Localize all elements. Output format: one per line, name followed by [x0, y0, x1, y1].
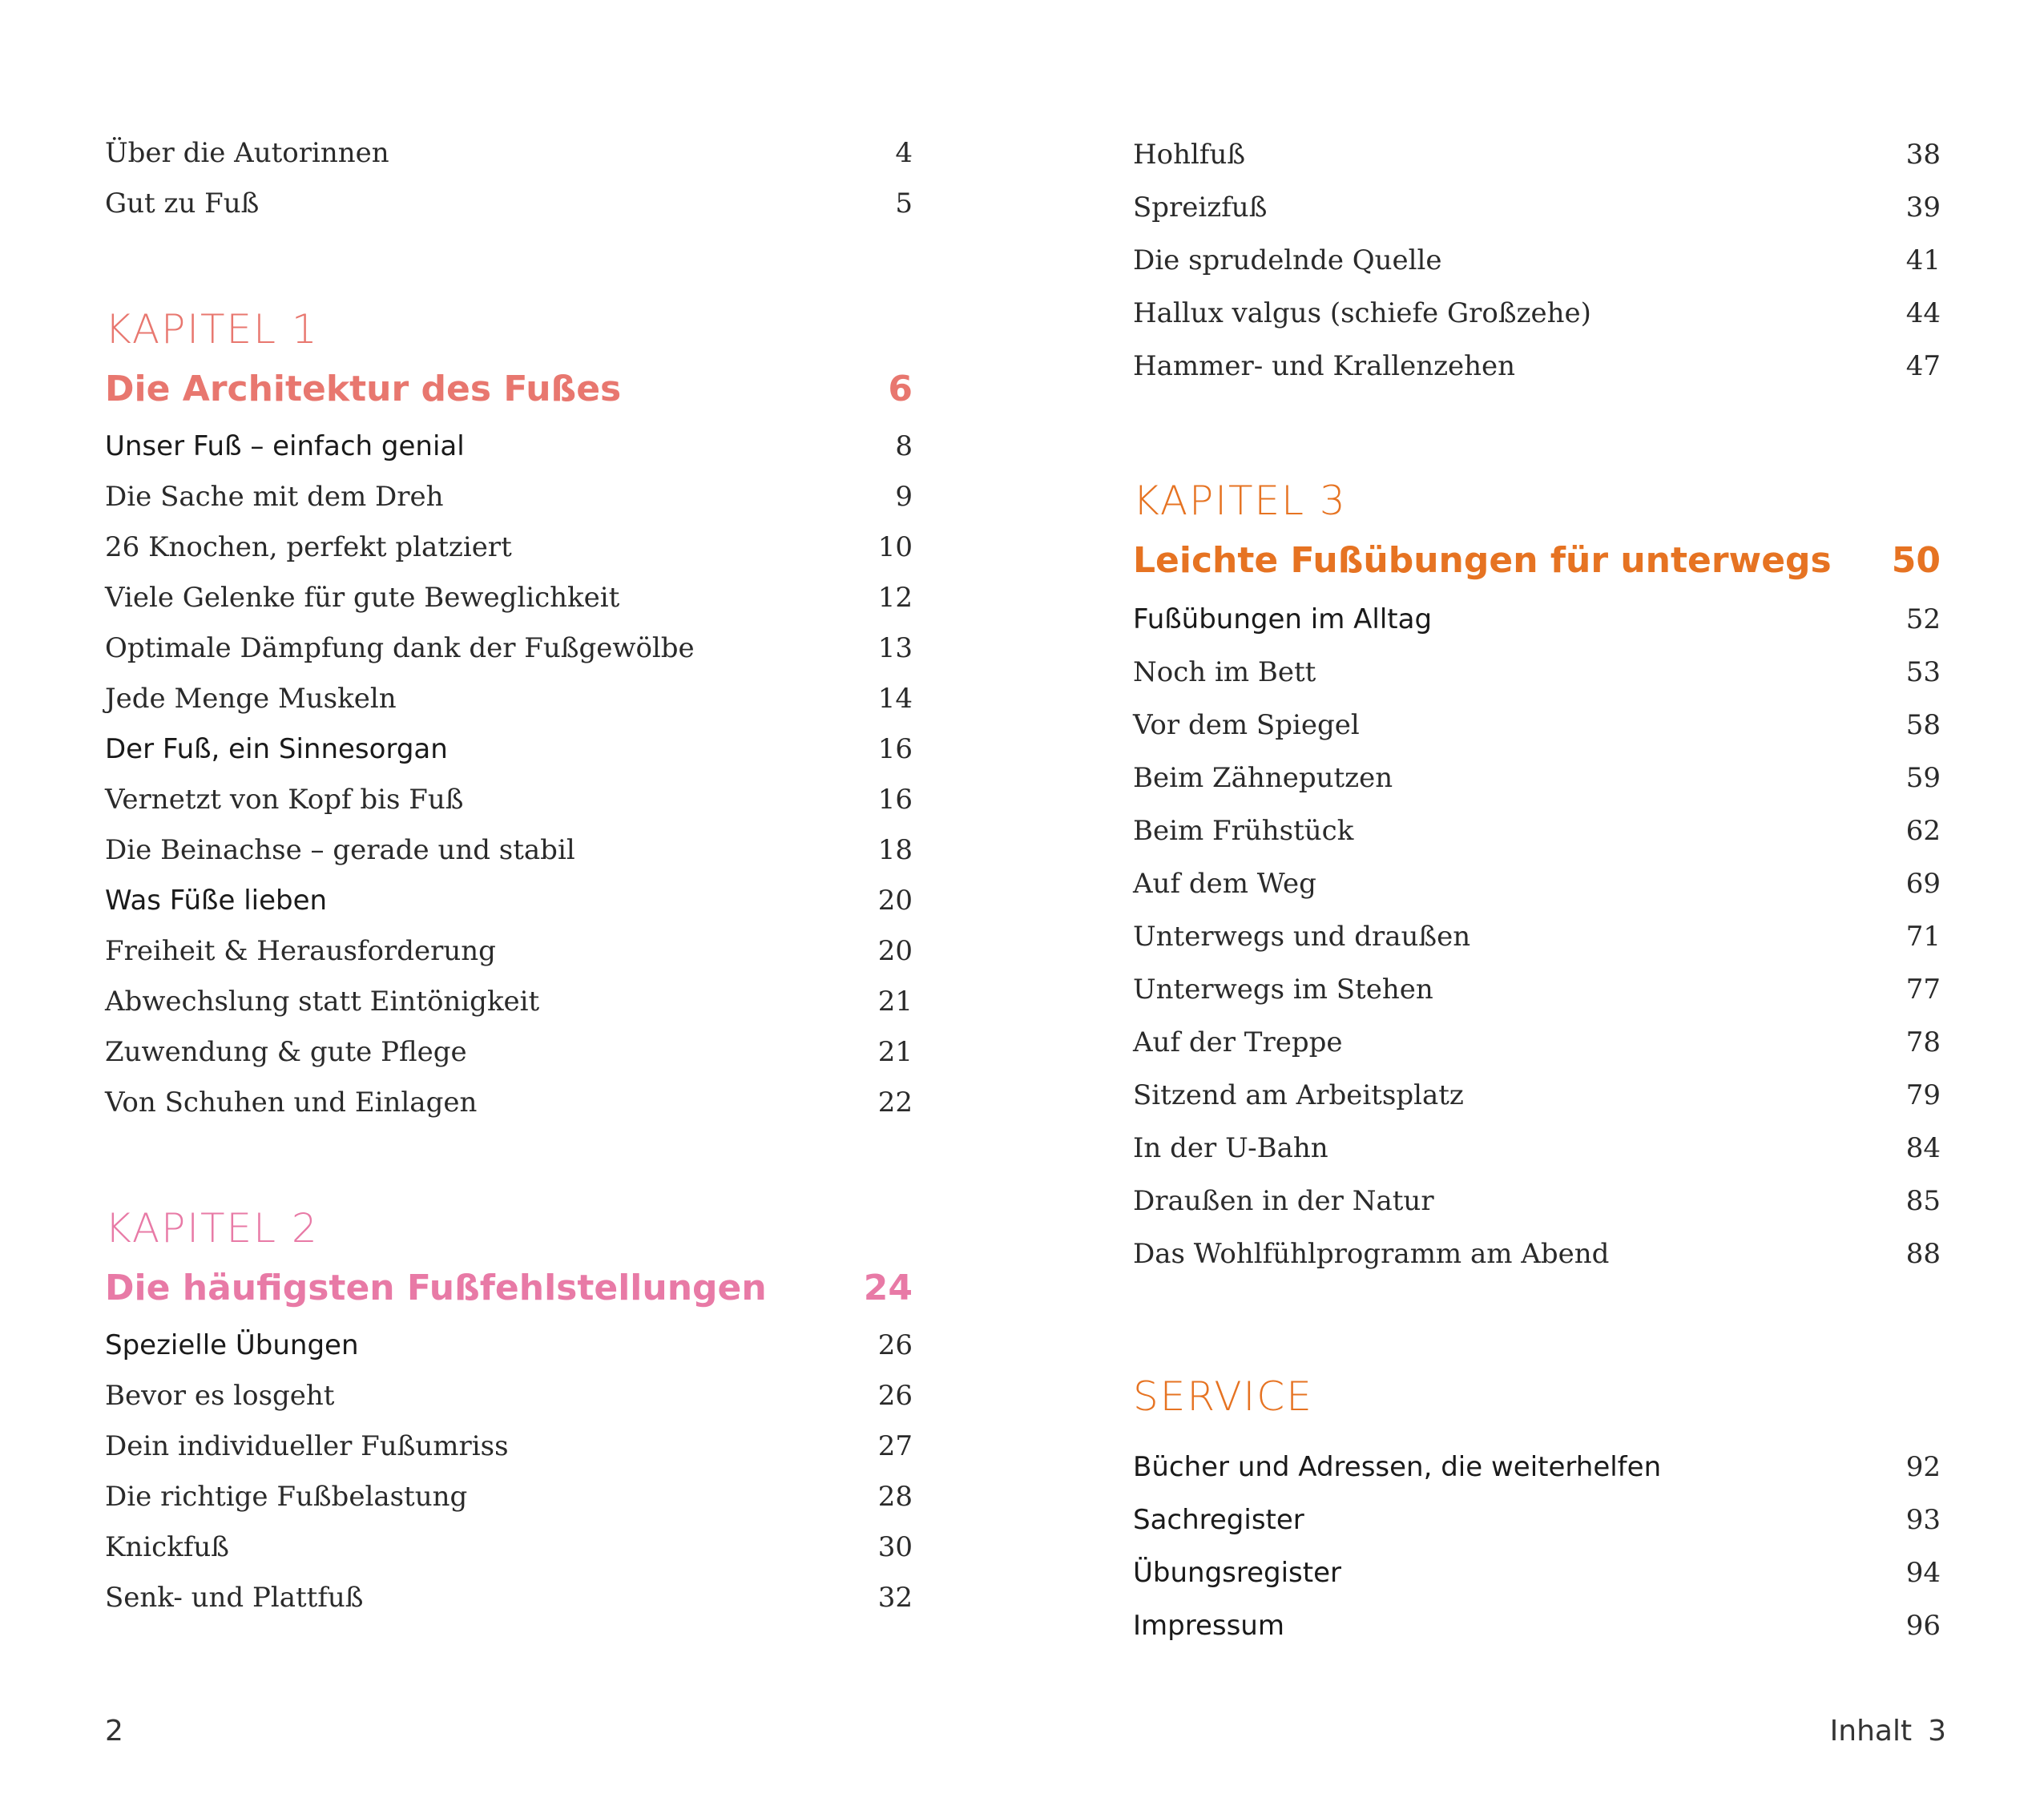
toc-entry[interactable]: [1133, 857, 1941, 910]
toc-entry[interactable]: [105, 472, 913, 522]
toc-entry[interactable]: [1133, 287, 1941, 340]
toc-entry-page: 39: [1905, 191, 1941, 224]
toc-entry-title: Sitzend am Arbeitsplatz: [1133, 1079, 1464, 1111]
kapitel-3-label: KAPITEL 3: [1133, 478, 1347, 524]
toc-entry-title: 26 Knochen, perfekt platziert: [105, 531, 512, 563]
toc-entry[interactable]: [1133, 340, 1941, 393]
toc-entry-page: 41: [1905, 244, 1941, 276]
toc-entry-title: Beim Frühstück: [1133, 815, 1354, 847]
toc-entry-page: 5: [895, 187, 913, 220]
toc-entry-page: 28: [877, 1481, 913, 1513]
toc-entry-title: Vor dem Spiegel: [1133, 709, 1360, 741]
toc-entry[interactable]: [105, 876, 913, 926]
toc-entry-title: Bücher und Adressen, die weiterhelfen: [1133, 1451, 1662, 1483]
toc-entry-title: Der Fuß, ein Sinnesorgan: [105, 733, 448, 765]
toc-entry-title: Hohlfuß: [1133, 139, 1246, 171]
toc-entry-page: 69: [1905, 868, 1941, 900]
kapitel-1-title-row[interactable]: [105, 357, 913, 421]
left-column: [105, 128, 913, 1623]
toc-entry-title: Optimale Dämpfung dank der Fußgewölbe: [105, 632, 695, 664]
toc-entry-page: 85: [1905, 1185, 1941, 1217]
toc-entry-page: 9: [895, 481, 913, 513]
toc-entry-title: Unser Fuß – einfach genial: [105, 430, 465, 462]
toc-entry[interactable]: [1133, 1546, 1941, 1599]
toc-entry[interactable]: [1133, 181, 1941, 234]
toc-entry-title: Viele Gelenke für gute Beweglichkeit: [105, 582, 620, 614]
toc-entry-title: Unterwegs im Stehen: [1133, 974, 1433, 1006]
toc-entry[interactable]: [105, 1371, 913, 1421]
toc-entry[interactable]: [1133, 804, 1941, 857]
toc-entry[interactable]: [105, 1078, 913, 1128]
toc-entry[interactable]: [1133, 1228, 1941, 1280]
kapitel-1-label: KAPITEL 1: [105, 306, 319, 353]
toc-entry-title: Spreizfuß: [1133, 191, 1268, 224]
toc-entry[interactable]: [105, 179, 913, 229]
toc-entry-page: 21: [877, 1036, 913, 1068]
toc-entry[interactable]: [1133, 1069, 1941, 1122]
toc-entry[interactable]: [105, 573, 913, 623]
toc-entry-title: Die Beinachse – gerade und stabil: [105, 834, 575, 866]
footer-section-label: Inhalt: [1829, 1715, 1913, 1748]
toc-entry-title: Über die Autorinnen: [105, 137, 389, 169]
toc-entry-page: 88: [1905, 1238, 1941, 1270]
kapitel-2-title-row[interactable]: [105, 1256, 913, 1320]
toc-entry[interactable]: [1133, 963, 1941, 1016]
toc-entry[interactable]: [105, 1320, 913, 1371]
toc-entry-title: Von Schuhen und Einlagen: [105, 1086, 478, 1119]
toc-entry-page: 13: [877, 632, 913, 664]
toc-entry-page: 16: [877, 733, 913, 765]
toc-entry[interactable]: [105, 724, 913, 775]
toc-entry[interactable]: [1133, 910, 1941, 963]
toc-entry[interactable]: [105, 977, 913, 1027]
toc-entry-title: Auf der Treppe: [1133, 1026, 1343, 1058]
toc-entry-page: 16: [877, 784, 913, 816]
toc-entry[interactable]: [1133, 646, 1941, 699]
toc-entry[interactable]: [105, 1027, 913, 1078]
toc-entry-title: Hammer- und Krallenzehen: [1133, 350, 1516, 382]
toc-entry-title: Bevor es losgeht: [105, 1380, 335, 1412]
toc-entry-page: 77: [1905, 974, 1941, 1006]
footer-left-page-number: 2: [105, 1715, 123, 1748]
toc-entry[interactable]: [1133, 128, 1941, 181]
toc-entry-page: 78: [1905, 1026, 1941, 1058]
footer-right-page-number: 3: [1928, 1715, 1946, 1748]
toc-entry-title: Zuwendung & gute Pflege: [105, 1036, 467, 1068]
kapitel-1-entries: [105, 421, 913, 1128]
toc-entry[interactable]: [105, 1472, 913, 1522]
toc-entry-title: Draußen in der Natur: [1133, 1185, 1434, 1217]
toc-entry-title: Sachregister: [1133, 1504, 1304, 1536]
toc-entry[interactable]: [1133, 1122, 1941, 1175]
toc-entry[interactable]: [105, 674, 913, 724]
toc-entry[interactable]: [105, 825, 913, 876]
intro-list: [105, 128, 913, 229]
kapitel-3-page: 50: [1891, 540, 1941, 581]
toc-entry-page: 59: [1905, 762, 1941, 794]
toc-entry[interactable]: [105, 623, 913, 674]
kapitel-2-title: Die häufigsten Fußfehlstellungen: [105, 1268, 767, 1308]
toc-entry-title: Jede Menge Muskeln: [105, 683, 397, 715]
toc-entry-page: 94: [1905, 1557, 1941, 1589]
toc-entry[interactable]: [105, 522, 913, 573]
toc-entry-title: Beim Zähneputzen: [1133, 762, 1393, 794]
toc-entry-title: Fußübungen im Alltag: [1133, 603, 1433, 635]
toc-entry-title: Was Füße lieben: [105, 885, 328, 917]
toc-entry[interactable]: [1133, 593, 1941, 646]
toc-entry-page: 52: [1905, 603, 1941, 635]
toc-entry[interactable]: [105, 1522, 913, 1573]
toc-entry-title: In der U-Bahn: [1133, 1132, 1328, 1164]
toc-entry[interactable]: [105, 128, 913, 179]
toc-entry-page: 79: [1905, 1079, 1941, 1111]
toc-entry-title: Noch im Bett: [1133, 656, 1316, 688]
toc-entry-title: Das Wohlfühlprogramm am Abend: [1133, 1238, 1610, 1270]
kapitel-1-title: Die Architektur des Fußes: [105, 369, 622, 409]
toc-entry-page: 20: [877, 935, 913, 967]
toc-entry-page: 71: [1905, 921, 1941, 953]
toc-entry-title: Abwechslung statt Eintönigkeit: [105, 986, 540, 1018]
toc-entry-page: 26: [877, 1380, 913, 1412]
toc-entry-page: 8: [895, 430, 913, 462]
toc-entry-page: 27: [877, 1430, 913, 1462]
toc-entry-title: Freiheit & Herausforderung: [105, 935, 496, 967]
toc-entry-page: 21: [877, 986, 913, 1018]
toc-entry-title: Die Sache mit dem Dreh: [105, 481, 444, 513]
toc-entry-page: 10: [877, 531, 913, 563]
toc-entry-page: 12: [877, 582, 913, 614]
toc-entry-page: 58: [1905, 709, 1941, 741]
toc-entry[interactable]: [105, 421, 913, 472]
kapitel-3-entries: [1133, 593, 1941, 1280]
toc-entry-title: Die sprudelnde Quelle: [1133, 244, 1442, 276]
kapitel-2-entries: [105, 1320, 913, 1623]
toc-entry-title: Unterwegs und draußen: [1133, 921, 1471, 953]
toc-entry-page: 26: [877, 1329, 913, 1361]
toc-entry-title: Impressum: [1133, 1610, 1284, 1642]
service-entries: [1133, 1441, 1941, 1652]
toc-entry-page: 96: [1905, 1610, 1941, 1642]
toc-entry-title: Gut zu Fuß: [105, 187, 260, 220]
toc-entry[interactable]: [105, 1421, 913, 1472]
toc-entry-title: Vernetzt von Kopf bis Fuß: [105, 784, 464, 816]
toc-entry-page: 93: [1905, 1504, 1941, 1536]
toc-entry-title: Übungsregister: [1133, 1557, 1341, 1589]
toc-entry[interactable]: [1133, 752, 1941, 804]
toc-entry-title: Dein individueller Fußumriss: [105, 1430, 509, 1462]
kapitel-1-page: 6: [888, 369, 913, 409]
toc-entry[interactable]: [105, 926, 913, 977]
service-label: SERVICE: [1133, 1373, 1313, 1420]
toc-entry-page: 62: [1905, 815, 1941, 847]
right-column: [1133, 128, 1941, 1652]
toc-entry-page: 18: [877, 834, 913, 866]
toc-entry-page: 14: [877, 683, 913, 715]
toc-entry-title: Spezielle Übungen: [105, 1329, 359, 1361]
toc-entry[interactable]: [1133, 699, 1941, 752]
kapitel-3-title: Leichte Fußübungen für unterwegs: [1133, 540, 1832, 581]
toc-entry-page: 53: [1905, 656, 1941, 688]
toc-entry-page: 30: [877, 1531, 913, 1563]
toc-entry-page: 44: [1905, 297, 1941, 329]
toc-entry-title: Hallux valgus (schiefe Großzehe): [1133, 297, 1591, 329]
toc-entry[interactable]: [1133, 1016, 1941, 1069]
kapitel-2-continued-entries: [1133, 128, 1941, 393]
toc-entry[interactable]: [105, 775, 913, 825]
toc-entry-title: Knickfuß: [105, 1531, 230, 1563]
toc-entry-page: 92: [1905, 1451, 1941, 1483]
toc-entry[interactable]: [105, 1573, 913, 1623]
toc-entry[interactable]: [1133, 1494, 1941, 1546]
toc-entry[interactable]: [1133, 1175, 1941, 1228]
toc-entry[interactable]: [1133, 234, 1941, 287]
toc-entry-page: 38: [1905, 139, 1941, 171]
kapitel-2-label: KAPITEL 2: [105, 1205, 319, 1252]
toc-entry-page: 22: [877, 1086, 913, 1119]
toc-entry-title: Senk- und Plattfuß: [105, 1582, 364, 1614]
footer-right: [1814, 1715, 1946, 1748]
toc-entry-page: 84: [1905, 1132, 1941, 1164]
toc-entry-title: Die richtige Fußbelastung: [105, 1481, 468, 1513]
toc-entry-page: 32: [877, 1582, 913, 1614]
toc-entry-page: 20: [877, 885, 913, 917]
kapitel-2-page: 24: [863, 1268, 913, 1308]
toc-entry-title: Auf dem Weg: [1133, 868, 1316, 900]
toc-entry-page: 47: [1905, 350, 1941, 382]
kapitel-3-title-row[interactable]: [1133, 529, 1941, 593]
toc-entry[interactable]: [1133, 1599, 1941, 1652]
toc-entry[interactable]: [1133, 1441, 1941, 1494]
toc-entry-page: 4: [895, 137, 913, 169]
